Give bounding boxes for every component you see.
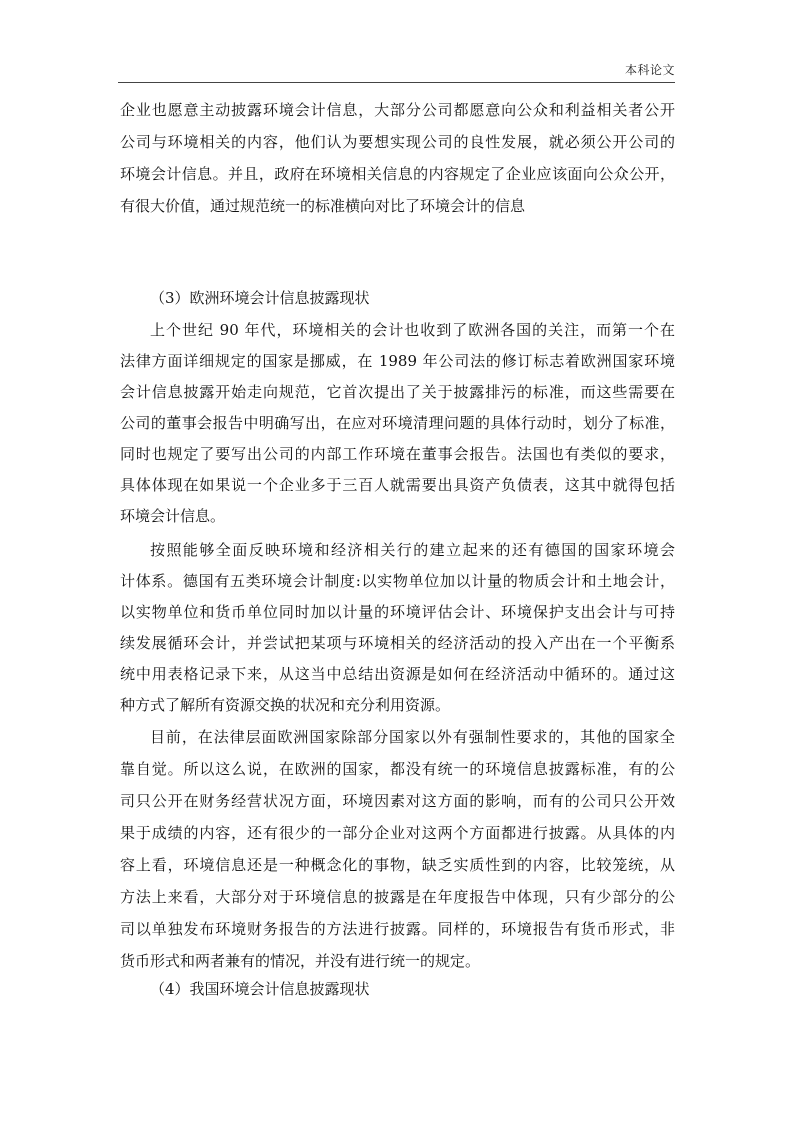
text-line: 统中用表格记录下来，从这当中总结出资源是如何在经济活动中循环的。通过这	[120, 665, 675, 683]
page-header: 本科论文	[624, 63, 675, 77]
text-line: 法律方面详细规定的国家是挪威，在 1989 年公司法的修订标志着欧洲国家环境	[120, 352, 675, 370]
text-line: 方法上来看，大部分对于环境信息的披露是在年度报告中体现，只有少部分的公	[120, 888, 675, 906]
text-line: 续发展循环会计，并尝试把某项与环境相关的经济活动的投入产出在一个平衡系	[120, 634, 675, 652]
text-line: 企业也愿意主动披露环境会计信息，大部分公司都愿意向公众和利益相关者公开	[120, 101, 675, 119]
text-line: 上个世纪 90 年代，环境相关的会计也收到了欧洲各国的关注，而第一个在	[150, 321, 675, 339]
text-line: 按照能够全面反映环境和经济相关行的建立起来的还有德国的国家环境会	[150, 541, 675, 559]
section-heading-4: （4）我国环境会计信息披露现状	[150, 980, 370, 998]
text-line: 种方式了解所有资源交换的状况和充分利用资源。	[120, 696, 451, 714]
text-line: 环境会计信息。	[120, 507, 226, 525]
text-line: 果于成绩的内容，还有很少的一部分企业对这两个方面都进行披露。从具体的内	[120, 824, 675, 842]
header-rule	[118, 82, 675, 83]
section-heading-3: （3）欧洲环境会计信息披露现状	[150, 289, 370, 307]
text-line: 有很大价值，通过规范统一的标准横向对比了环境会计的信息	[120, 197, 526, 215]
text-line: 以实物单位和货币单位同时加以计量的环境评估会计、环境保护支出会计与可持	[120, 603, 675, 621]
text-line: 司只公开在财务经营状况方面，环境因素对这方面的影响，而有的公司只公开效	[120, 792, 675, 810]
text-line: 目前，在法律层面欧洲国家除部分国家以外有强制性要求的，其他的国家全	[150, 728, 675, 746]
text-line: 会计信息披露开始走向规范，它首次提出了关于披露排污的标准，而这些需要在	[120, 383, 675, 401]
text-line: 靠自觉。所以这么说，在欧洲的国家，都没有统一的环境信息披露标准，有的公	[120, 760, 675, 778]
text-line: 具体体现在如果说一个企业多于三百人就需要出具资产负债表，这其中就得包括	[120, 476, 675, 494]
text-line: 同时也规定了要写出公司的内部工作环境在董事会报告。法国也有类似的要求，	[120, 445, 675, 463]
text-line: 容上看，环境信息还是一种概念化的事物，缺乏实质性到的内容，比较笼统，从	[120, 856, 675, 874]
text-line: 司以单独发布环境财务报告的方法进行披露。同样的，环境报告有货币形式，非	[120, 920, 675, 938]
text-line: 环境会计信息。并且，政府在环境相关信息的内容规定了企业应该面向公众公开，	[120, 165, 675, 183]
text-line: 货币形式和两者兼有的情况，并没有进行统一的规定。	[120, 952, 481, 970]
text-line: 公司的董事会报告中明确写出，在应对环境清理问题的具体行动时，划分了标准，	[120, 414, 675, 432]
text-line: 计体系。德国有五类环境会计制度:以实物单位加以计量的物质会计和土地会计，	[120, 572, 675, 590]
text-line: 公司与环境相关的内容，他们认为要想实现公司的良性发展，就必须公开公司的	[120, 133, 675, 151]
